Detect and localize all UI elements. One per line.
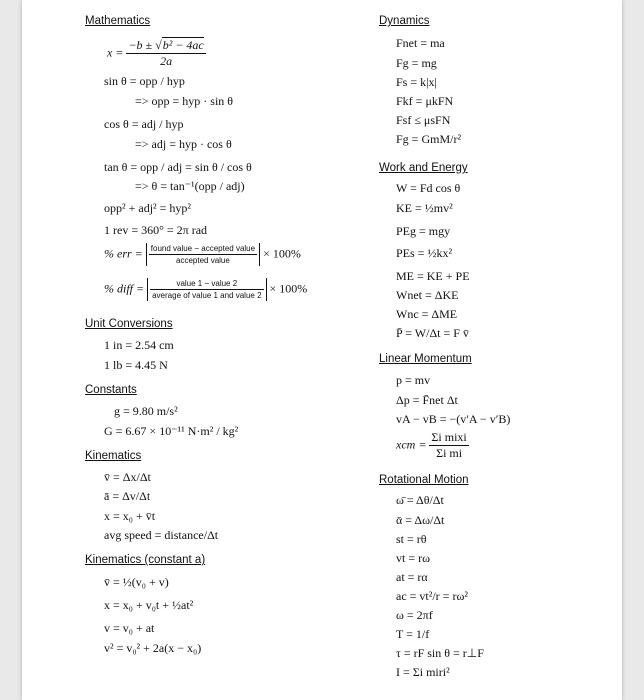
unit-conversions-heading: Unit Conversions — [85, 318, 173, 330]
dynamics-spring: Fs = k|x| — [396, 75, 437, 89]
center-of-mass-lhs: xcm = — [396, 437, 427, 452]
tan-solve: => θ = tan⁻¹(opp / adj) — [135, 179, 245, 193]
percent-error-lhs: % err = — [104, 246, 143, 261]
rot-tangential-a: at = rα — [396, 570, 428, 584]
gravitational-pe: PEg = mgy — [396, 224, 451, 238]
percent-error-num: found value − accepted value — [150, 244, 256, 253]
kinematics-avg-velocity: v̄ = Δx/Δt — [104, 470, 151, 484]
constant-g: g = 9.80 m/s² — [114, 404, 178, 418]
conversion-pound: 1 lb = 4.45 N — [104, 358, 168, 372]
dynamics-weight: Fg = mg — [396, 56, 437, 70]
cos-solve: => adj = hyp · cos θ — [135, 137, 232, 151]
percent-diff-rhs: × 100% — [269, 281, 308, 296]
rot-torque: τ = rF sin θ = r⊥F — [396, 646, 484, 660]
kinematics-const-avg-v: v̄ = ½(v₀ + v) — [104, 575, 169, 589]
tan-definition: tan θ = opp / adj = sin θ / cos θ — [104, 160, 252, 174]
dynamics-kinetic-friction: Fkf = μkFN — [396, 94, 454, 108]
dynamics-heading: Dynamics — [379, 15, 430, 27]
formula-sheet-page — [22, 0, 622, 700]
cos-definition: cos θ = adj / hyp — [104, 117, 184, 131]
quadratic-fraction: $\frac{\text{−b ± √b² − 4ac}}{2a}$ — [128, 38, 204, 68]
dynamics-gravitation: Fg = GmM/r² — [396, 132, 462, 146]
rot-tangential-v: vt = rω — [396, 551, 430, 565]
percent-error-den: accepted value — [176, 256, 230, 265]
kinematics-const-heading: Kinematics (constant a) — [85, 554, 206, 566]
rot-avg-omega: ω̄ = Δθ/Δt — [396, 493, 444, 507]
quadratic-formula — [107, 38, 206, 69]
rot-arc-length: st = rθ — [396, 532, 427, 546]
dynamics-newton2: Fnet = ma — [396, 36, 445, 50]
impulse: Δp = F̄net Δt — [396, 393, 458, 407]
quadratic-denominator: 2a — [160, 54, 173, 68]
percent-error — [104, 243, 301, 266]
quadratic-lhs: x = — [107, 45, 124, 60]
percent-diff-den: average of value 1 and value 2 — [152, 291, 262, 300]
constant-big-g: G = 6.67 × 10⁻¹¹ N·m² / kg² — [104, 424, 239, 438]
kinematics-const-vsquared: v² = v₀² + 2a(x − x₀) — [104, 641, 202, 655]
quadratic-num-prefix: −b ± — [128, 38, 156, 52]
rot-avg-alpha: ᾱ = Δω/Δt — [396, 513, 445, 527]
kinematics-const-position: x = x₀ + v₀t + ½at² — [104, 598, 194, 612]
rot-omega-freq: ω = 2πf — [396, 608, 433, 622]
sin-solve: => opp = hyp · sin θ — [135, 94, 234, 108]
dynamics-static-friction: Fsf ≤ μsFN — [396, 113, 451, 127]
mathematics-heading: Mathematics — [85, 15, 151, 27]
center-of-mass-num: Σi mixi — [431, 430, 467, 444]
rot-period: T = 1/f — [396, 627, 430, 641]
kinematics-position: x = x₀ + v̄t — [104, 509, 156, 523]
work-def: W = Fd cos θ — [396, 181, 461, 195]
average-power: P̄ = W/Δt = F v̄ — [396, 326, 469, 340]
work-energy-heading: Work and Energy — [379, 162, 468, 174]
linear-momentum-heading: Linear Momentum — [379, 353, 472, 365]
work-energy-theorem: Wnet = ΔKE — [396, 288, 459, 302]
elastic-collision: vA − vB = −(v′A − v′B) — [396, 412, 511, 426]
quadratic-num-radicand: b² − 4ac — [162, 38, 204, 52]
momentum-def: p = mv — [396, 373, 431, 387]
kinematics-heading: Kinematics — [85, 450, 142, 462]
rot-centripetal-a: ac = vt²/r = rω² — [396, 589, 468, 603]
spring-pe: PEs = ½kx² — [396, 246, 453, 260]
center-of-mass — [396, 430, 469, 461]
sin-definition: sin θ = opp / hyp — [104, 74, 185, 88]
percent-diff — [104, 278, 307, 301]
percent-error-rhs: × 100% — [263, 246, 301, 261]
conversion-inch: 1 in = 2.54 cm — [104, 338, 174, 352]
kinematics-const-velocity: v = v₀ + at — [104, 621, 155, 635]
mechanical-energy: ME = KE + PE — [396, 269, 470, 283]
constants-heading: Constants — [85, 384, 137, 396]
nonconservative-work: Wnc = ΔME — [396, 307, 458, 321]
center-of-mass-den: Σi mi — [436, 446, 463, 460]
percent-diff-lhs: % diff = — [104, 281, 145, 296]
pythagorean: opp² + adj² = hyp² — [104, 201, 191, 215]
percent-diff-num: value 1 − value 2 — [150, 278, 263, 290]
kinematics-avg-speed: avg speed = distance/Δt — [104, 528, 219, 542]
revolution-conversion: 1 rev = 360° = 2π rad — [104, 223, 208, 237]
rotational-heading: Rotational Motion — [379, 474, 469, 486]
kinetic-energy: KE = ½mv² — [396, 201, 453, 215]
rot-moment-inertia: I = Σi miri² — [396, 665, 450, 679]
kinematics-avg-accel: ā = Δv/Δt — [104, 489, 151, 503]
